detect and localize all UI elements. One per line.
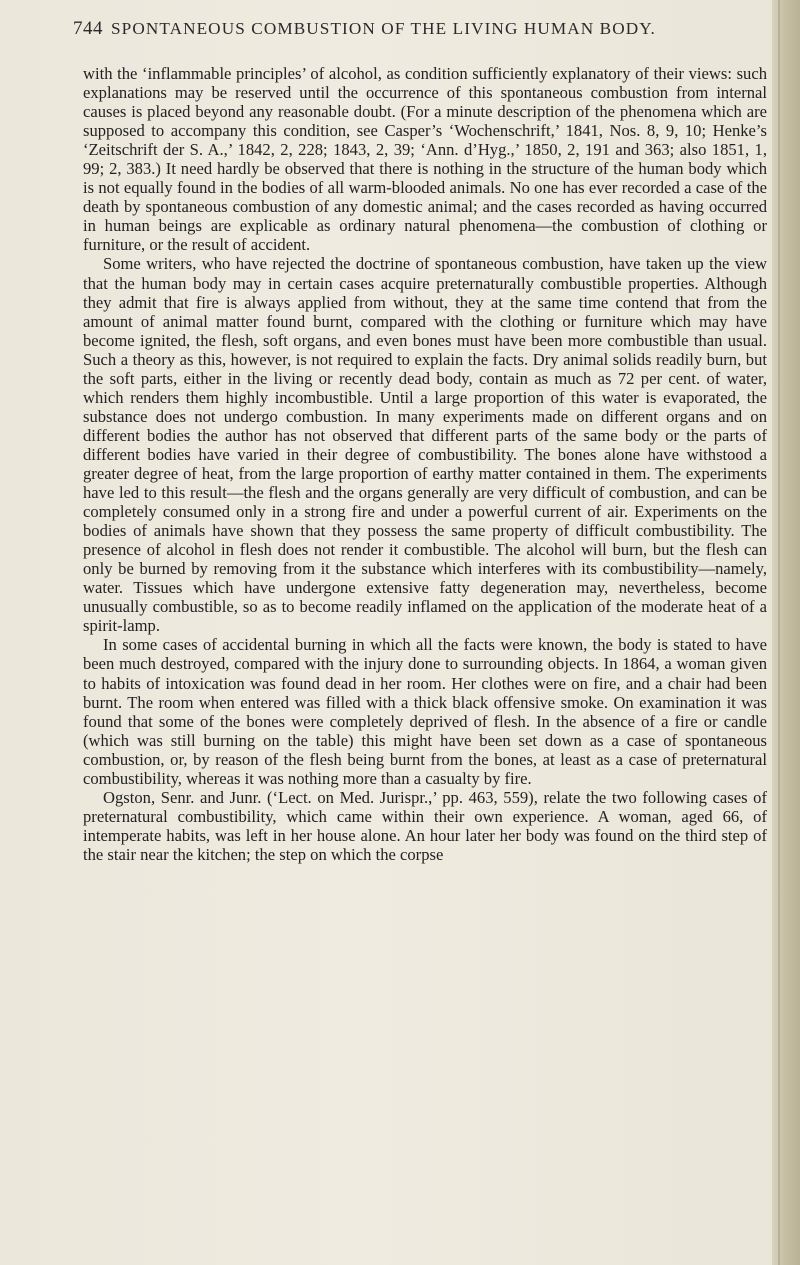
page-edge [772,0,800,1265]
paragraph-continuation: with the ‘inflammable principles’ of alcohol, as condition sufficiently explanatory of their views: such explanations may be reserved until the occurrence of this spontaneous combustion from internal causes is placed beyond any reasonable doubt. (For a minute description of the phenomena which are supposed to accompany this condition, see Casper’s ‘Wochenschrift,’ 1841, Nos. 8, 9, 10; Henke’s ‘Zeitschrift der S. A.,’ 1842, 2, 228; 1843, 2, 39; ‘Ann. d’Hyg.,’ 1850, 2, 191 and 363; also 1851, 1, 99; 2, 383.) It need hardly be observed that there is nothing in the structure of the human body which is not equally found in the bodies of all warm-blooded animals. No one has ever recorded a case of the death by spontaneous combustion of any domestic animal; and the cases recorded as having occurred in human beings are explicable as ordinary natural phenomena—the combustion of clothing or furniture, or the result of accident. [83,64,767,255]
paragraph-accidental-burning: In some cases of accidental burning in which all the facts were known, the body is stated to have been much destroyed, compared with the injury done to surrounding objects. In 1864, a woman given to habits of intoxication was found dead in her room. Her clothes were on fire, and a chair had been burnt. The room when entered was filled with a thick black offensive smoke. On examination it was found that some of the bones were completely deprived of flesh. In the absence of a fire or candle (which was still burning on the table) this might have been set down as a case of spontaneous combustion, or, by reason of the flesh being burnt from the bones, at least as a case of preternatural combustibility, whereas it was nothing more than a casualty by fire. [83,635,767,788]
paragraph-preternatural-combustibility: Some writers, who have rejected the doctrine of spontaneous combustion, have taken up the view that the human body may in certain cases acquire preternaturally combustible properties. Although they admit that fire is always applied from without, they at the same time contend that from the amount of animal matter found burnt, compared with the clothing or furniture which may have become ignited, the flesh, soft organs, and even bones must have been more combustible than usual. Such a theory as this, however, is not required to explain the facts. Dry animal solids readily burn, but the soft parts, either in the living or recently dead body, contain as much as 72 per cent. of water, which renders them highly incombustible. Until a large proportion of this water is evaporated, the substance does not undergo combustion. In many experiments made on different organs and on different bodies the author has not observed that different parts of the same body or the parts of different bodies have varied in their degree of combustibility. The bones alone have withstood a greater degree of heat, from the large proportion of earthy matter contained in them. The experiments have led to this result—the flesh and the organs generally are very difficult of combustion, and can be completely consumed only in a strong fire and under a powerful current of air. Experiments on the bodies of animals have shown that they possess the same property of difficult combustibility. The presence of alcohol in flesh does not render it combustible. The alcohol will burn, but the flesh can only be burned by removing from it the substance which interferes with its combustibility—namely, water. Tissues which have undergone extensive fatty degeneration may, nevertheless, become unusually combustible, so as to become readily inflamed on the application of the moderate heat of a spirit-lamp. [83,254,767,636]
body-text [83,64,767,864]
page-header [73,16,773,46]
paragraph-ogston-cases: Ogston, Senr. and Junr. (‘Lect. on Med. Jurispr.,’ pp. 463, 559), relate the two following cases of preternatural combustibility, which came within their own experience. A woman, aged 66, of intemperate habits, was left in her house alone. An hour later her body was found on the third step of the stair near the kitchen; the step on which the corpse [83,787,767,864]
running-head: SPONTANEOUS COMBUSTION OF THE LIVING HUMAN BODY. [111,19,656,38]
page-number: 744 [73,18,103,39]
